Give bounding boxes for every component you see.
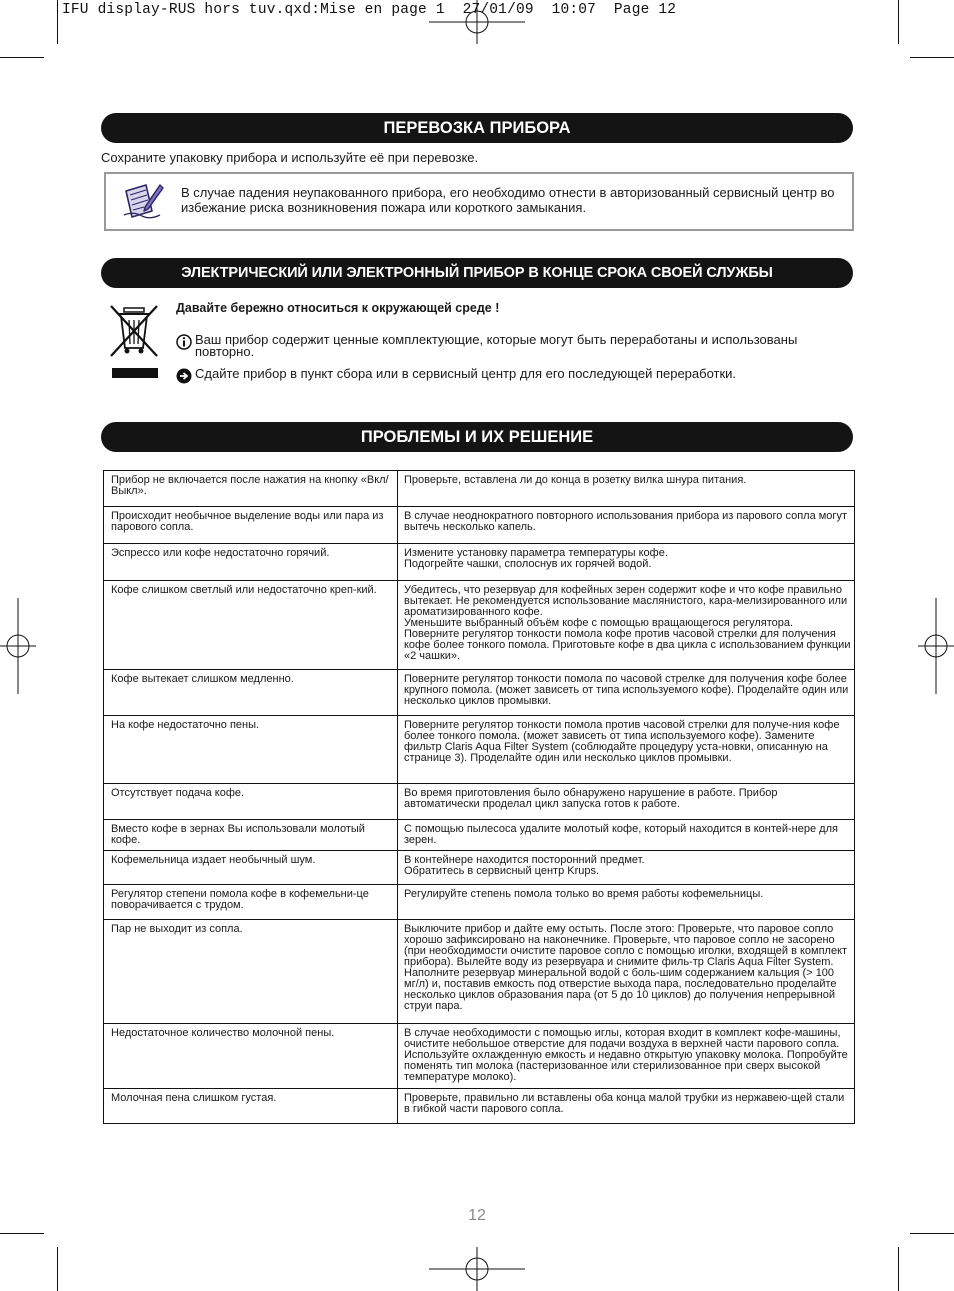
info-icon	[176, 334, 195, 358]
registration-mark-right	[918, 598, 954, 694]
problem-cell: Регулятор степени помола кофе в кофемельни-це поворачивается с трудом.	[104, 885, 398, 920]
solution-cell: С помощью пылесоса удалите молотый кофе, который находится в контей-нере для зерен.	[398, 820, 855, 851]
transport-intro: Сохраните упаковку прибора и используйте её при перевозке.	[101, 150, 479, 165]
problem-cell: Кофе вытекает слишком медленно.	[104, 670, 398, 716]
solution-cell: Измените установку параметра температуры кофе. Подогрейте чашки, сполоснув их горячей водой.	[398, 544, 855, 581]
section-title-transport: ПЕРЕВОЗКА ПРИБОРА	[101, 113, 853, 143]
transport-note-box	[104, 172, 854, 231]
crossed-bin-icon	[107, 302, 161, 382]
problem-cell: Кофемельница издает необычный шум.	[104, 851, 398, 885]
table-row	[104, 1089, 855, 1124]
problem-cell: Кофе слишком светлый или недостаточно креп-кий.	[104, 581, 398, 670]
print-header: IFU display-RUS hors tuv.qxd:Mise en page 1 27/01/09 10:07 Page 12	[62, 2, 677, 18]
solution-cell: Поверните регулятор тонкости помола по часовой стрелке для получения кофе более крупного помола. (может зависеть от типа используемого кофе). Проделайте один или несколько циклов промывки.	[398, 670, 855, 716]
section-title-troubleshooting: ПРОБЛЕМЫ И ИХ РЕШЕНИЕ	[101, 422, 853, 452]
disposal-subtitle: Давайте бережно относиться к окружающей среде !	[176, 301, 500, 315]
disposal-action-row	[176, 368, 856, 386]
table-row	[104, 820, 855, 851]
table-row	[104, 507, 855, 544]
solution-cell: Проверьте, правильно ли вставлены оба конца малой трубки из нержавею-щей стали в гибкой части парового сопла.	[398, 1089, 855, 1124]
troubleshooting-table	[103, 470, 855, 1124]
table-row	[104, 1024, 855, 1089]
disposal-action-text: Сдайте прибор в пункт сбора или в сервисный центр для его последующей переработки.	[195, 366, 737, 381]
table-row	[104, 851, 855, 885]
table-row	[104, 581, 855, 670]
problem-cell: Отсутствует подача кофе.	[104, 784, 398, 820]
solution-cell: Выключите прибор и дайте ему остыть. После этого: Проверьте, что паровое сопло хорошо зафиксировано на наконечнике. Проверьте, что паровое сопло не засорено (при необходимости очистите паровое сопло с помощью иголки, входящей в комплект прибора). Вылейте воду из резервуара и снимите филь-тр Claris Aqua Filter System. Наполните резервуар минеральной водой с боль-шим содержанием кальция (> 100 мг/л) и, поставив емкость под отверстие выхода пара, последовательно проделайте несколько циклов образования пара (от 5 до 10 циклов) до получения непрерывной струи пара.	[398, 920, 855, 1024]
solution-cell: В случае неоднократного повторного использования прибора из парового сопла могут вытечь несколько капель.	[398, 507, 855, 544]
table-row	[104, 670, 855, 716]
disposal-info-text: Ваш прибор содержит ценные комплектующие, которые могут быть переработаны и использованы повторно.	[195, 332, 798, 359]
arrow-right-icon	[176, 368, 195, 386]
table-row	[104, 716, 855, 784]
table-row	[104, 920, 855, 1024]
solution-cell: Убедитесь, что резервуар для кофейных зерен содержит кофе и что кофе правильно вытекает. Не рекомендуется использование маслянистого, кара-мелизированного или ароматизированного кофе. Уменьшите выбранный объём кофе с помощью вращающегося регулятора. Поверните регулятор тонкости помола кофе против часовой стрелки для получения кофе более тонкого помола. Приготовьте кофе в два цикла с использованием функции «2 чашки».	[398, 581, 855, 670]
page-number: 12	[468, 1207, 486, 1224]
problem-cell: Вместо кофе в зернах Вы использовали молотый кофе.	[104, 820, 398, 851]
disposal-info-row	[176, 334, 856, 358]
note-pencil-icon	[120, 181, 166, 221]
table-row	[104, 471, 855, 507]
solution-cell: Во время приготовления было обнаружено нарушение в работе. Прибор автоматически проделал цикл запуска готов к работе.	[398, 784, 855, 820]
problem-cell: Эспрессо или кофе недостаточно горячий.	[104, 544, 398, 581]
registration-mark-bottom	[429, 1247, 525, 1291]
registration-mark-left	[0, 598, 36, 694]
solution-cell: В случае необходимости с помощью иглы, которая входит в комплект кофе-машины, очистите небольшое отверстие для подачи воздуха в верхней части парового сопла. Используйте охлажденную емкость и недавно открытую упаковку молока. Попробуйте поменять тип молока (пастеризованное или стерилизованное при сверх высокой температуре молоко).	[398, 1024, 855, 1089]
problem-cell: Недостаточное количество молочной пены.	[104, 1024, 398, 1089]
problem-cell: Молочная пена слишком густая.	[104, 1089, 398, 1124]
section-title-disposal: ЭЛЕКТРИЧЕСКИЙ ИЛИ ЭЛЕКТРОННЫЙ ПРИБОР В КОНЦЕ СРОКА СВОЕЙ СЛУЖБЫ	[101, 258, 853, 288]
problem-cell: На кофе недостаточно пены.	[104, 716, 398, 784]
problem-cell: Прибор не включается после нажатия на кнопку «Вкл/Выкл».	[104, 471, 398, 507]
troubleshooting-table-body	[104, 471, 855, 1124]
problem-cell: Происходит необычное выделение воды или пара из парового сопла.	[104, 507, 398, 544]
transport-note-text: В случае падения неупакованного прибора, его необходимо отнести в авторизованный сервисный центр во избежание риска возникновения пожара или короткого замыкания.	[181, 185, 835, 215]
problem-cell: Пар не выходит из сопла.	[104, 920, 398, 1024]
solution-cell: Регулируйте степень помола только во время работы кофемельницы.	[398, 885, 855, 920]
registration-mark-top	[429, 0, 525, 44]
table-row	[104, 784, 855, 820]
solution-cell: Поверните регулятор тонкости помола против часовой стрелки для получе-ния кофе более тонкого помола. (может зависеть от типа используемого кофе). Замените фильтр Claris Aqua Filter System (соблюдайте процедуру уста-новки, описанную на странице 3). Проделайте один или несколько циклов промывки.	[398, 716, 855, 784]
solution-cell: В контейнере находится посторонний предмет. Обратитесь в сервисный центр Krups.	[398, 851, 855, 885]
solution-cell: Проверьте, вставлена ли до конца в розетку вилка шнура питания.	[398, 471, 855, 507]
table-row	[104, 544, 855, 581]
table-row	[104, 885, 855, 920]
